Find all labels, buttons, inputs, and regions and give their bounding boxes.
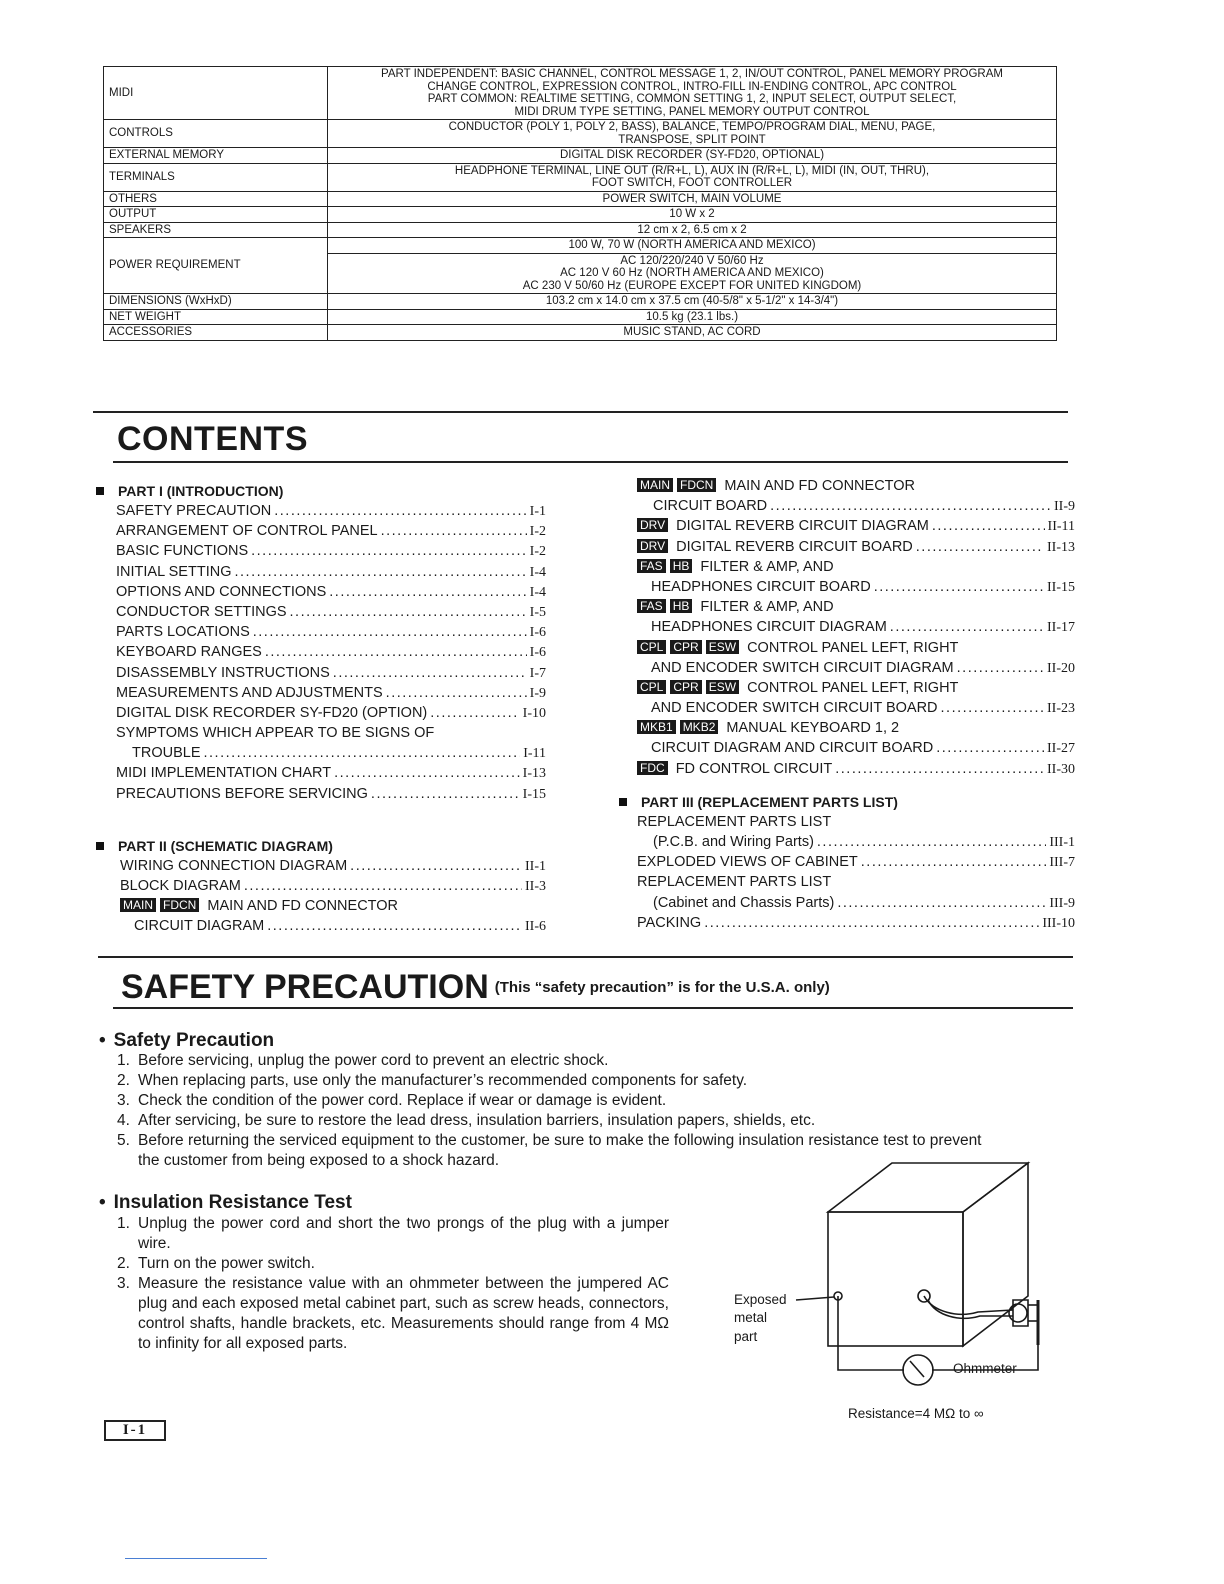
spec-value xyxy=(328,67,1057,120)
spec-row xyxy=(104,191,1057,207)
safety-steps xyxy=(117,1051,997,1171)
insulation-test-heading: • Insulation Resistance Test xyxy=(99,1192,352,1213)
step-item xyxy=(117,1091,997,1111)
toc-entry[interactable]: MEASUREMENTS AND ADJUSTMENTS ..... I-9 xyxy=(116,683,546,703)
toc-entry-symptoms[interactable]: SYMPTOMS WHICH APPEAR TO BE SIGNS OF xyxy=(116,725,435,742)
footer-link-line xyxy=(125,1558,267,1559)
spec-row xyxy=(104,222,1057,238)
toc-entry-b5-diagram[interactable]: HEADPHONES CIRCUIT DIAGRAM ..... II-17 xyxy=(637,617,1075,637)
spec-value-line: CHANGE CONTROL, EXPRESSION CONTROL, INTRO-FILL IN-ENDING CONTROL, APC CONTROL xyxy=(427,80,957,93)
square-bullet-icon xyxy=(96,487,104,495)
tag-fas: FAS xyxy=(637,559,666,573)
cabinet-front-face xyxy=(828,1212,963,1346)
ohmmeter-label: Ohmmeter xyxy=(953,1361,1017,1376)
spec-value xyxy=(328,294,1057,310)
square-bullet-icon xyxy=(619,798,627,806)
tag-hb: HB xyxy=(670,599,693,613)
toc-entry-b8[interactable]: MKB1 MKB2 MANUAL KEYBOARD 1, 2 xyxy=(637,718,1075,738)
step-text: When replacing parts, use only the manufacturer’s recommended components for safety. xyxy=(138,1072,748,1089)
tag-mkb1: MKB1 xyxy=(637,720,676,734)
toc-entry-b5[interactable]: FAS HB FILTER & AMP, AND xyxy=(637,597,1075,617)
spec-value xyxy=(328,325,1057,341)
tag-fdcn: FDCN xyxy=(160,898,199,912)
safety-precaution-heading: • Safety Precaution xyxy=(99,1030,275,1051)
safety-title: SAFETY PRECAUTION (This “safety precaution” is for the U.S.A. only) xyxy=(121,968,830,1006)
toc-entry-b6[interactable]: CPL CPR ESW CONTROL PANEL LEFT, RIGHT xyxy=(637,638,1075,658)
step-text: Unplug the power cord and short the two prongs of the plug with a jumper wire. xyxy=(138,1215,669,1252)
tag-main: MAIN xyxy=(637,478,673,492)
page-number: I-1 xyxy=(104,1420,166,1441)
tag-cpl: CPL xyxy=(637,640,666,654)
step-number: 1. xyxy=(117,1052,130,1069)
insulation-test-diagram xyxy=(728,1160,1048,1395)
tag-cpr: CPR xyxy=(670,680,701,694)
spec-table xyxy=(103,66,1057,341)
toc-right-column xyxy=(637,476,1075,933)
toc-entry[interactable]: SAFETY PRECAUTION ..... I-1 xyxy=(116,501,546,521)
tag-fdcn: FDCN xyxy=(677,478,716,492)
exposed-label: Exposed xyxy=(734,1292,787,1307)
spec-key: OUTPUT xyxy=(104,207,328,223)
spec-value xyxy=(328,191,1057,207)
toc-entry[interactable]: MIDI IMPLEMENTATION CHART ..... I-13 xyxy=(116,763,546,783)
toc-entry-parts-list-2[interactable]: REPLACEMENT PARTS LIST xyxy=(637,874,832,891)
contents-title: CONTENTS xyxy=(117,420,308,458)
toc-entry-b7[interactable]: CPL CPR ESW CONTROL PANEL LEFT, RIGHT xyxy=(637,678,1075,698)
step-text: Before servicing, unplug the power cord to prevent an electric shock. xyxy=(138,1052,609,1069)
toc-entry-b3[interactable]: DRV DIGITAL REVERB CIRCUIT BOARD ..... II-13 xyxy=(637,537,1075,557)
safety-note: (This “safety precaution” is for the U.S.A. only) xyxy=(494,979,830,996)
step-text: After servicing, be sure to restore the lead dress, insulation barriers, insulation papers, shields, etc. xyxy=(138,1112,816,1129)
step-number: 3. xyxy=(117,1275,130,1292)
spec-value-line: POWER SWITCH, MAIN VOLUME xyxy=(602,192,782,205)
toc-part2-heading: PART II (SCHEMATIC DIAGRAM) xyxy=(96,836,546,856)
spec-value xyxy=(328,207,1057,223)
spec-value xyxy=(328,148,1057,164)
spec-key: POWER REQUIREMENT xyxy=(104,238,328,294)
toc-entry[interactable]: BLOCK DIAGRAM ..... II-3 xyxy=(120,876,546,896)
contents-underline xyxy=(113,461,1068,463)
spec-key: CONTROLS xyxy=(104,120,328,148)
spec-row xyxy=(104,325,1057,341)
spec-key: TERMINALS xyxy=(104,163,328,191)
spec-value-line: AC 230 V 50/60 Hz (EUROPE EXCEPT FOR UNITED KINGDOM) xyxy=(522,279,862,292)
spec-value-line: 103.2 cm x 14.0 cm x 37.5 cm (40-5/8" x 5-1/2" x 14-3/4") xyxy=(545,295,839,307)
tag-cpl: CPL xyxy=(637,680,666,694)
tag-main: MAIN xyxy=(120,898,156,912)
toc-entry[interactable]: BASIC FUNCTIONS ..... I-2 xyxy=(116,541,546,561)
section-divider xyxy=(93,411,1068,413)
toc-entry-packing[interactable]: PACKING ..... III-10 xyxy=(637,913,1075,933)
insulation-steps xyxy=(117,1214,669,1354)
step-item xyxy=(117,1051,997,1071)
spec-value xyxy=(328,253,1057,294)
toc-entry-main-fdcn-diagram[interactable]: CIRCUIT DIAGRAM ..... II-6 xyxy=(120,916,546,936)
toc-entry[interactable]: PARTS LOCATIONS ..... I-6 xyxy=(116,622,546,642)
spec-value-line: MIDI DRUM TYPE SETTING, PANEL MEMORY OUTPUT CONTROL xyxy=(514,105,870,118)
tag-hb: HB xyxy=(670,559,693,573)
tag-fas: FAS xyxy=(637,599,666,613)
toc-entry[interactable]: DIGITAL DISK RECORDER SY-FD20 (OPTION) ..... I-10 xyxy=(116,703,546,723)
spec-row xyxy=(104,309,1057,325)
spec-key: OTHERS xyxy=(104,191,328,207)
toc-entry[interactable]: ARRANGEMENT OF CONTROL PANEL ..... I-2 xyxy=(116,521,546,541)
section-divider xyxy=(98,956,1073,958)
resistance-caption: Resistance=4 MΩ to ∞ xyxy=(848,1406,984,1421)
spec-value-line: 10.5 kg (23.1 lbs.) xyxy=(645,310,739,323)
spec-value xyxy=(328,222,1057,238)
spec-key: NET WEIGHT xyxy=(104,309,328,325)
toc-entry-b6-diagram[interactable]: AND ENCODER SWITCH CIRCUIT DIAGRAM ..... II-20 xyxy=(637,658,1075,678)
safety-underline xyxy=(113,1007,1073,1009)
spec-row xyxy=(104,67,1057,120)
toc-entry-b1[interactable]: MAIN FDCN MAIN AND FD CONNECTOR xyxy=(637,476,1075,496)
spec-row xyxy=(104,238,1057,254)
toc-entry-b4-board[interactable]: HEADPHONES CIRCUIT BOARD ..... II-15 xyxy=(637,577,1075,597)
cabinet-side-face xyxy=(963,1163,1028,1346)
step-number: 5. xyxy=(117,1132,130,1149)
tag-drv: DRV xyxy=(637,518,668,532)
spec-row xyxy=(104,294,1057,310)
toc-entry[interactable]: KEYBOARD RANGES ..... I-6 xyxy=(116,642,546,662)
spec-value-line: DIGITAL DISK RECORDER (SY-FD20, OPTIONAL) xyxy=(559,149,825,161)
step-text: Check the condition of the power cord. Replace if wear or damage is evident. xyxy=(138,1092,667,1109)
step-number: 1. xyxy=(117,1215,130,1232)
spec-key: SPEAKERS xyxy=(104,222,328,238)
toc-part1-list xyxy=(96,501,546,723)
spec-row xyxy=(104,207,1057,223)
tag-cpr: CPR xyxy=(670,640,701,654)
spec-value-line: FOOT SWITCH, FOOT CONTROLLER xyxy=(591,177,793,189)
toc-entry[interactable]: OPTIONS AND CONNECTIONS ..... I-4 xyxy=(116,582,546,602)
toc-part3-heading: PART III (REPLACEMENT PARTS LIST) xyxy=(619,792,1075,812)
tag-fdc: FDC xyxy=(637,761,668,775)
spec-value xyxy=(328,163,1057,191)
square-bullet-icon xyxy=(96,842,104,850)
spec-value-line: CONDUCTOR (POLY 1, POLY 2, BASS), BALANCE, TEMPO/PROGRAM DIAL, MENU, PAGE, xyxy=(448,121,936,133)
toc-part2-list xyxy=(96,856,546,896)
spec-row xyxy=(104,163,1057,191)
step-text: Measure the resistance value with an ohmmeter between the jumpered AC plug and each exposed metal cabinet part, such as screw heads, connectors, control shafts, handle brackets, etc. Measurements should range from 4 MΩ to infinity for all exposed parts. xyxy=(138,1275,669,1352)
step-item xyxy=(117,1254,669,1274)
tag-esw: ESW xyxy=(706,640,739,654)
step-item xyxy=(117,1274,669,1354)
spec-value xyxy=(328,309,1057,325)
tag-drv: DRV xyxy=(637,539,668,553)
spec-key: MIDI xyxy=(104,67,328,120)
spec-value-line: AC 120 V 60 Hz (NORTH AMERICA AND MEXICO) xyxy=(560,267,824,279)
toc-entry-b8-board[interactable]: CIRCUIT DIAGRAM AND CIRCUIT BOARD ..... II-27 xyxy=(637,738,1075,758)
test-lead-left xyxy=(838,1296,904,1370)
spec-key: EXTERNAL MEMORY xyxy=(104,148,328,164)
step-number: 3. xyxy=(117,1092,130,1109)
spec-value-line: PART COMMON: REALTIME SETTING, COMMON SETTING 1, 2, INPUT SELECT, OUTPUT SELECT, xyxy=(427,93,957,105)
toc-entry-b1-board[interactable]: CIRCUIT BOARD ..... II-9 xyxy=(637,496,1075,516)
spec-value-line: 100 W, 70 W (NORTH AMERICA AND MEXICO) xyxy=(568,239,816,251)
toc-entry[interactable]: INITIAL SETTING ..... I-4 xyxy=(116,562,546,582)
spec-row xyxy=(104,148,1057,164)
spec-value-line: 12 cm x 2, 6.5 cm x 2 xyxy=(637,223,747,236)
toc-entry-b7-board[interactable]: AND ENCODER SWITCH CIRCUIT BOARD ..... II-23 xyxy=(637,698,1075,718)
toc-part1-list-2 xyxy=(96,763,546,803)
part-label: part xyxy=(734,1329,758,1344)
step-number: 2. xyxy=(117,1255,130,1272)
toc-entry-cabinet-chassis[interactable]: (Cabinet and Chassis Parts) ..... III-9 xyxy=(637,893,1075,913)
toc-entry-exploded-views[interactable]: EXPLODED VIEWS OF CABINET ..... III-7 xyxy=(637,852,1075,872)
toc-entry-parts-list[interactable]: REPLACEMENT PARTS LIST xyxy=(637,813,832,830)
toc-entry-b4[interactable]: FAS HB FILTER & AMP, AND xyxy=(637,557,1075,577)
spec-value-line: PART INDEPENDENT: BASIC CHANNEL, CONTROL MESSAGE 1, 2, IN/OUT CONTROL, PANEL MEMORY PROGRAM xyxy=(381,68,1003,80)
spec-value-line: AC 120/220/240 V 50/60 Hz xyxy=(620,254,764,267)
step-number: 4. xyxy=(117,1112,130,1129)
toc-entry-main-fdcn[interactable]: MAIN FDCN MAIN AND FD CONNECTOR xyxy=(120,896,546,916)
spec-value-line: TRANSPOSE, SPLIT POINT xyxy=(618,133,766,146)
tag-mkb2: MKB2 xyxy=(680,720,719,734)
toc-entry-b9[interactable]: FDC FD CONTROL CIRCUIT ..... II-30 xyxy=(637,759,1075,779)
toc-part1-heading: PART I (INTRODUCTION) xyxy=(96,481,546,501)
cabinet-top-face xyxy=(828,1163,1028,1212)
toc-entry[interactable]: WIRING CONNECTION DIAGRAM ..... II-1 xyxy=(120,856,546,876)
spec-value-line: MUSIC STAND, AC CORD xyxy=(623,326,761,338)
spec-value xyxy=(328,238,1057,254)
step-text: Before returning the serviced equipment to the customer, be sure to make the following insulation resistance test to prevent the customer from being exposed to a shock hazard. xyxy=(138,1132,982,1169)
toc-entry[interactable]: DISASSEMBLY INSTRUCTIONS ..... I-7 xyxy=(116,663,546,683)
toc-left-column xyxy=(96,481,546,937)
toc-entry-pcb-wiring[interactable]: (P.C.B. and Wiring Parts) ..... III-1 xyxy=(637,832,1075,852)
step-number: 2. xyxy=(117,1072,130,1089)
tag-esw: ESW xyxy=(706,680,739,694)
toc-entry[interactable]: CONDUCTOR SETTINGS ..... I-5 xyxy=(116,602,546,622)
spec-value-line: HEADPHONE TERMINAL, LINE OUT (R/R+L, L), AUX IN (R/R+L, L), MIDI (IN, OUT, THRU), xyxy=(454,164,930,177)
spec-value xyxy=(328,120,1057,148)
spec-value-line: 10 W x 2 xyxy=(669,208,715,220)
step-text: Turn on the power switch. xyxy=(138,1255,315,1272)
spec-key: DIMENSIONS (WxHxD) xyxy=(104,294,328,310)
spec-row xyxy=(104,120,1057,148)
step-item xyxy=(117,1214,669,1254)
spec-key: ACCESSORIES xyxy=(104,325,328,341)
metal-label: metal xyxy=(734,1310,768,1325)
toc-entry-trouble[interactable]: TROUBLE ..... I-11 xyxy=(116,743,546,763)
toc-entry-b2[interactable]: DRV DIGITAL REVERB CIRCUIT DIAGRAM ..... II-11 xyxy=(637,516,1075,536)
step-item xyxy=(117,1071,997,1091)
toc-entry[interactable]: PRECAUTIONS BEFORE SERVICING ..... I-15 xyxy=(116,784,546,804)
step-item xyxy=(117,1111,997,1131)
